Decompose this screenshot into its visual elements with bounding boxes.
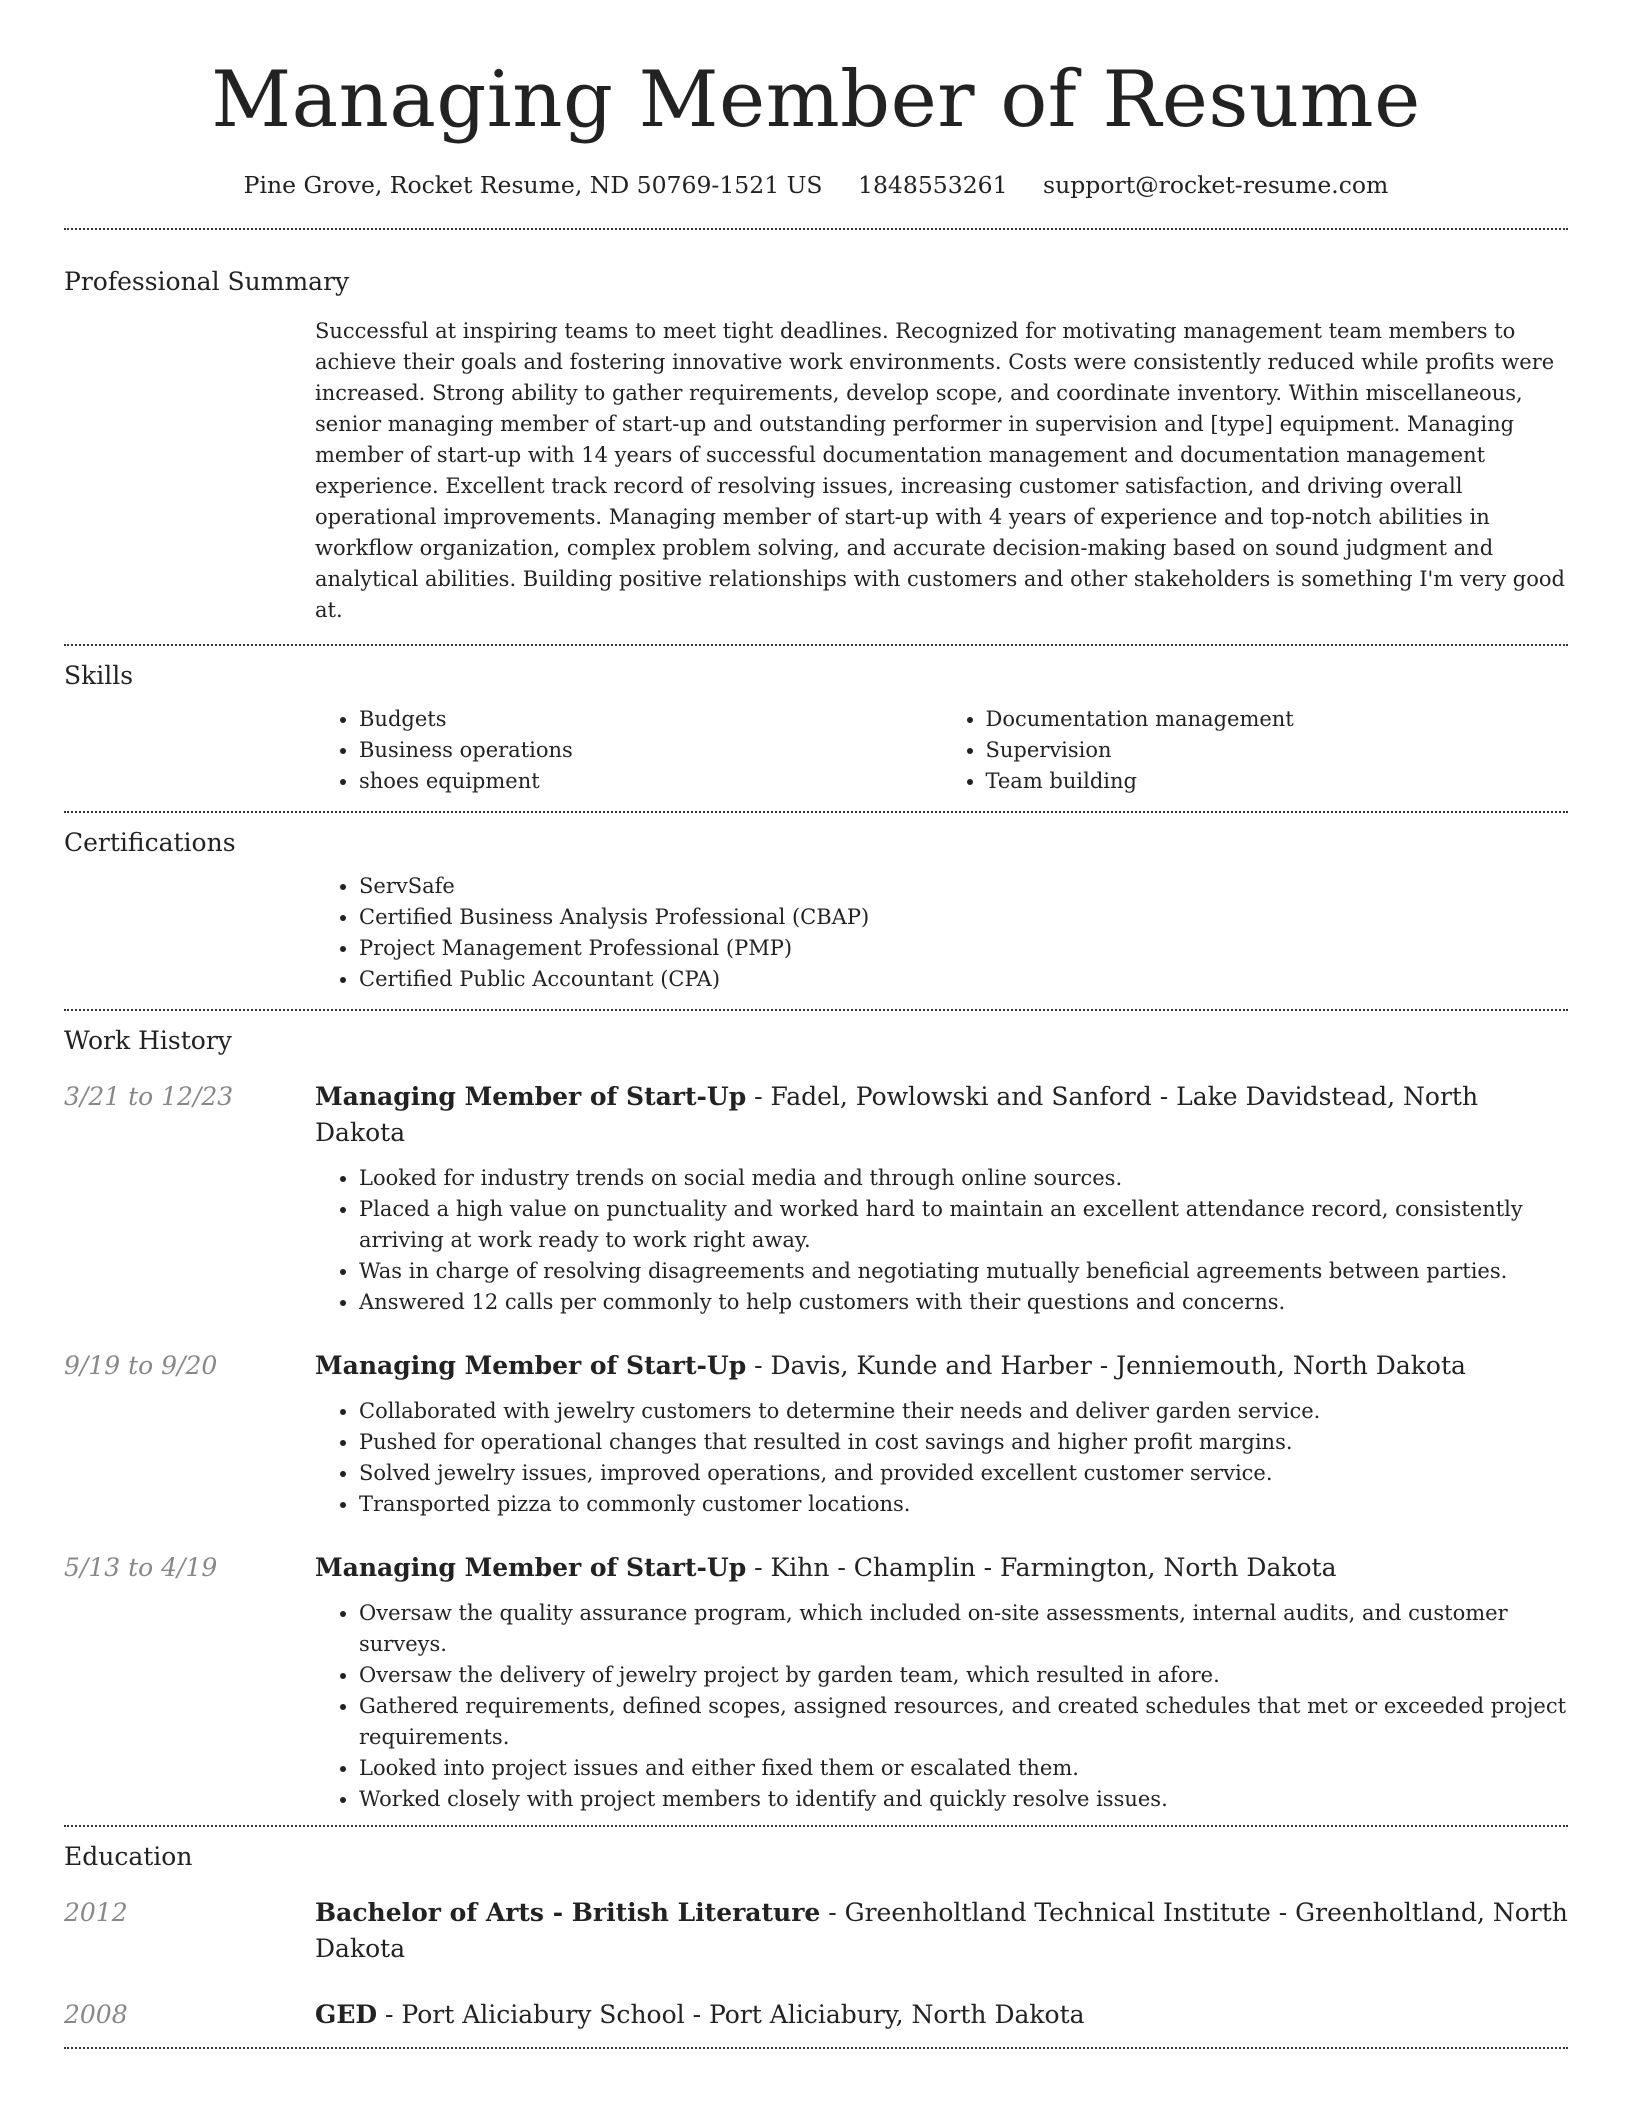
skill-item: • Budgets <box>359 704 942 735</box>
certifications-section <box>64 813 1568 1009</box>
skills-list-left <box>315 704 942 797</box>
certification-item: • Certified Public Accountant (CPA) <box>359 964 1568 995</box>
certification-item: • Certified Business Analysis Professional (CBAP) <box>359 902 1568 933</box>
contact-address: Pine Grove, Rocket Resume, ND 50769-1521 US <box>243 171 823 199</box>
divider <box>64 2047 1568 2049</box>
education-school: - Port Aliciabury School - Port Aliciabury, North Dakota <box>377 2000 1085 2029</box>
education-year: 2012 <box>64 1898 128 1927</box>
education-entry <box>64 1997 1568 2033</box>
work-history-section <box>64 1011 1568 1825</box>
section-title-certifications: Certifications <box>64 828 236 857</box>
skill-item: • Team building <box>986 766 1569 797</box>
section-title-work-history: Work History <box>64 1026 232 1055</box>
education-school: - Greenholtland Technical Institute - Greenholtland, North Dakota <box>315 1898 1568 1963</box>
job-bullet: • Placed a high value on punctuality and worked hard to maintain an excellent attendance record, consistently arriving at work ready to work right away. <box>359 1194 1568 1256</box>
job-employer: - Davis, Kunde and Harber - Jenniemouth, North Dakota <box>746 1351 1466 1380</box>
job-bullets <box>315 1598 1568 1815</box>
education-degree: GED <box>315 2000 378 2029</box>
summary-section <box>64 230 1568 644</box>
certification-item: • Project Management Professional (PMP) <box>359 933 1568 964</box>
section-title-skills: Skills <box>64 661 134 690</box>
certifications-content <box>315 871 1568 995</box>
skill-item: • Documentation management <box>986 704 1569 735</box>
job-bullet: • Oversaw the delivery of jewelry project by garden team, which resulted in afore. <box>359 1660 1568 1691</box>
education-title <box>315 1895 1568 1967</box>
job-dates: 9/19 to 9/20 <box>64 1351 218 1380</box>
job-employer: - Kihn - Champlin - Farmington, North Dakota <box>746 1553 1337 1582</box>
skill-item: • Business operations <box>359 735 942 766</box>
education-year: 2008 <box>64 2000 128 2029</box>
skills-list-right <box>942 704 1569 797</box>
contact-line <box>64 168 1568 202</box>
job-header <box>64 1348 1568 1384</box>
education-section <box>64 1827 1568 2047</box>
job-bullet: • Looked into project issues and either fixed them or escalated them. <box>359 1753 1568 1784</box>
job-bullet: • Collaborated with jewelry customers to determine their needs and deliver garden service. <box>359 1396 1568 1427</box>
skills-grid <box>315 704 1568 797</box>
section-title-summary: Professional Summary <box>64 267 350 296</box>
job-entry <box>64 1079 1568 1318</box>
job-bullet: • Oversaw the quality assurance program, which included on-site assessments, internal audits, and customer surveys. <box>359 1598 1568 1660</box>
education-degree: Bachelor of Arts - British Literature <box>315 1898 821 1927</box>
job-bullet: • Was in charge of resolving disagreements and negotiating mutually beneficial agreements between parties. <box>359 1256 1568 1287</box>
job-role: Managing Member of Start-Up <box>315 1351 747 1380</box>
job-bullet: • Pushed for operational changes that resulted in cost savings and higher profit margins. <box>359 1427 1568 1458</box>
certification-item: • ServSafe <box>359 871 1568 902</box>
job-bullet: • Gathered requirements, defined scopes, assigned resources, and created schedules that met or exceeded project requirements. <box>359 1691 1568 1753</box>
job-title <box>315 1348 1466 1384</box>
education-title <box>315 1997 1085 2033</box>
job-role: Managing Member of Start-Up <box>315 1553 747 1582</box>
job-header <box>64 1550 1568 1586</box>
education-entry <box>64 1895 1568 1967</box>
skill-item: • Supervision <box>986 735 1569 766</box>
job-role: Managing Member of Start-Up <box>315 1082 747 1111</box>
skills-section <box>64 646 1568 811</box>
job-bullet: • Worked closely with project members to identify and quickly resolve issues. <box>359 1784 1568 1815</box>
job-bullet: • Solved jewelry issues, improved operations, and provided excellent customer service. <box>359 1458 1568 1489</box>
job-dates: 5/13 to 4/19 <box>64 1553 218 1582</box>
job-entry <box>64 1348 1568 1520</box>
job-title <box>315 1079 1568 1151</box>
job-bullet: • Transported pizza to commonly customer locations. <box>359 1489 1568 1520</box>
job-bullet: • Looked for industry trends on social media and through online sources. <box>359 1163 1568 1194</box>
summary-content <box>315 316 1568 626</box>
section-title-education: Education <box>64 1842 193 1871</box>
job-header <box>64 1079 1568 1151</box>
job-entry <box>64 1550 1568 1815</box>
job-bullets <box>315 1163 1568 1318</box>
certifications-list <box>315 871 1568 995</box>
job-bullet: • Answered 12 calls per commonly to help customers with their questions and concerns. <box>359 1287 1568 1318</box>
candidate-name: Managing Member of Resume <box>211 55 1421 145</box>
summary-text: Successful at inspiring teams to meet tight deadlines. Recognized for motivating management team members to achieve their goals and fostering innovative work environments. Costs were consistently reduced while profits were increased. Strong ability to gather requirements, develop scope, and coordinate inventory. Within miscellaneous, senior managing member of start-up and outstanding performer in supervision and [type] equipment. Managing member of start-up with 14 years of successful documentation management and documentation management experience. Excellent track record of resolving issues, increasing customer satisfaction, and driving overall operational improvements. Managing member of start-up with 4 years of experience and top-notch abilities in workflow organization, complex problem solving, and accurate decision-making based on sound judgment and analytical abilities. Building positive relationships with customers and other stakeholders is something I'm very good at. <box>315 319 1565 622</box>
job-dates: 3/21 to 12/23 <box>64 1082 234 1111</box>
job-employer: - Fadel, Powlowski and Sanford - Lake Davidstead, North Dakota <box>315 1082 1479 1147</box>
skill-item: • shoes equipment <box>359 766 942 797</box>
contact-email: support@rocket-resume.com <box>1043 171 1389 199</box>
job-bullets <box>315 1396 1568 1520</box>
contact-phone: 1848553261 <box>858 171 1008 199</box>
job-title <box>315 1550 1337 1586</box>
